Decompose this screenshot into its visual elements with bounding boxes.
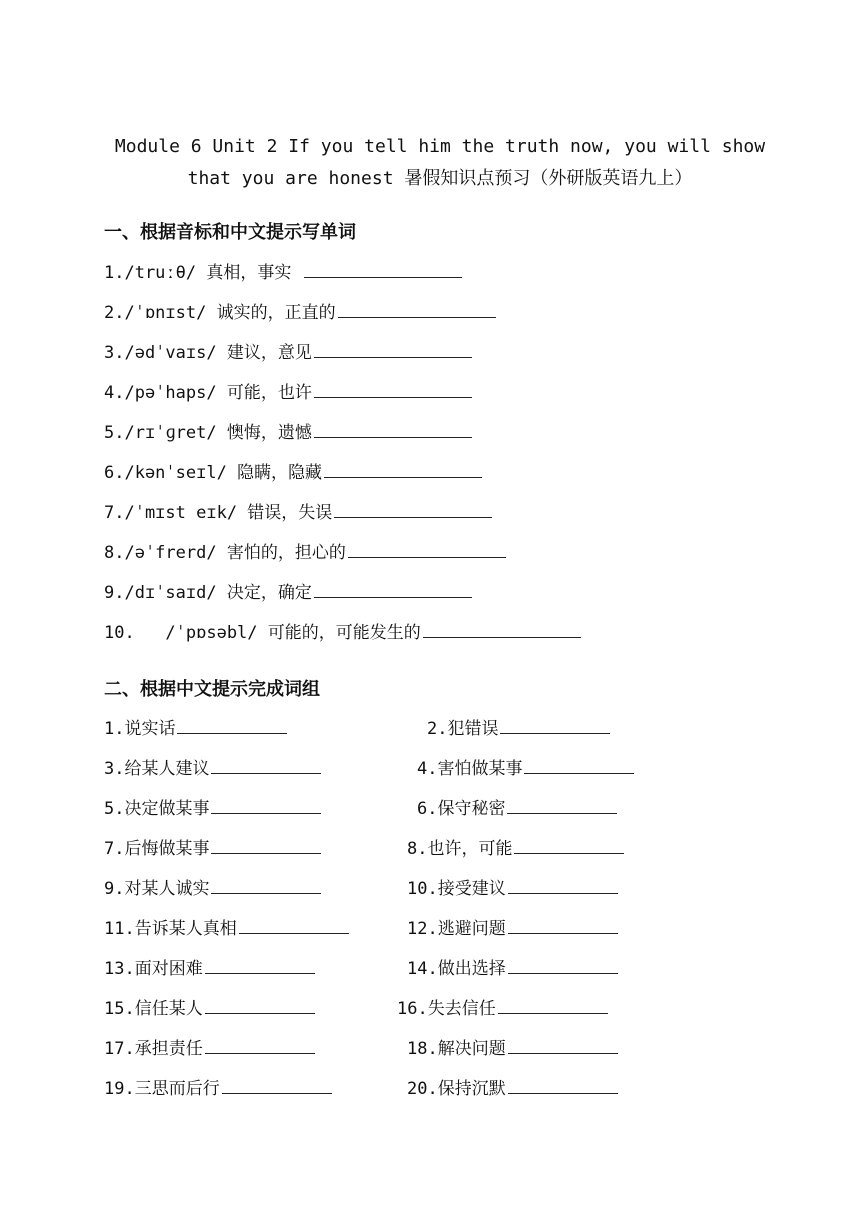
- answer-blank[interactable]: [508, 875, 618, 894]
- vocab-item-text: 8./əˈfrerd/ 害怕的，担心的: [104, 543, 346, 563]
- phrase-text: 10.接受建议: [407, 879, 506, 899]
- phrase-item-17: [104, 1035, 315, 1059]
- section1-heading: 一、根据音标和中文提示写单词: [104, 222, 356, 243]
- phrase-item-13: [104, 955, 315, 979]
- phrase-text: 9.对某人诚实: [104, 879, 210, 899]
- vocab-item-6: [104, 459, 482, 483]
- phrase-item-1: [104, 715, 287, 739]
- answer-blank[interactable]: [205, 1035, 315, 1054]
- vocab-item-text: 2./ˈɒnɪst/ 诚实的，正直的: [104, 303, 336, 323]
- answer-blank[interactable]: [423, 619, 581, 638]
- phrase-item-3: [104, 755, 321, 779]
- answer-blank[interactable]: [239, 915, 349, 934]
- phrase-text: 11.告诉某人真相: [104, 919, 237, 939]
- vocab-item-text: 7./ˈmɪst eɪk/ 错误，失误: [104, 503, 333, 523]
- phrase-item-14: [407, 955, 618, 979]
- phrase-item-20: [407, 1075, 618, 1099]
- phrase-item-16: [397, 995, 608, 1019]
- vocab-item-5: [104, 419, 472, 443]
- phrase-text: 20.保持沉默: [407, 1079, 506, 1099]
- answer-blank[interactable]: [514, 835, 624, 854]
- vocab-item-7: [104, 499, 492, 523]
- phrase-text: 6.保守秘密: [417, 799, 506, 819]
- answer-blank[interactable]: [222, 1075, 332, 1094]
- answer-blank[interactable]: [314, 419, 472, 438]
- answer-blank[interactable]: [314, 579, 472, 598]
- vocab-item-2: [104, 299, 496, 323]
- phrase-text: 13.面对困难: [104, 959, 203, 979]
- phrase-item-15: [104, 995, 315, 1019]
- answer-blank[interactable]: [507, 795, 617, 814]
- answer-blank[interactable]: [211, 755, 321, 774]
- phrase-text: 14.做出选择: [407, 959, 506, 979]
- vocab-item-text: 1./truːθ/ 真相，事实: [104, 263, 302, 283]
- answer-blank[interactable]: [205, 995, 315, 1014]
- phrase-text: 5.决定做某事: [104, 799, 210, 819]
- title-line-1: Module 6 Unit 2 If you tell him the truth now, you will show: [114, 136, 766, 157]
- answer-blank[interactable]: [338, 299, 496, 318]
- answer-blank[interactable]: [508, 1035, 618, 1054]
- vocab-item-text: 6./kənˈseɪl/ 隐瞒，隐藏: [104, 463, 323, 483]
- phrase-item-5: [104, 795, 321, 819]
- answer-blank[interactable]: [324, 459, 482, 478]
- phrase-item-11: [104, 915, 349, 939]
- answer-blank[interactable]: [314, 339, 472, 358]
- answer-blank[interactable]: [211, 835, 321, 854]
- answer-blank[interactable]: [211, 875, 321, 894]
- vocab-item-text: 3./ədˈvaɪs/ 建议，意见: [104, 343, 312, 363]
- answer-blank[interactable]: [500, 715, 610, 734]
- phrase-item-6: [417, 795, 617, 819]
- phrase-item-4: [417, 755, 634, 779]
- phrase-item-19: [104, 1075, 332, 1099]
- phrase-text: 17.承担责任: [104, 1039, 203, 1059]
- vocab-item-text: 4./pəˈhaps/ 可能，也许: [104, 383, 312, 403]
- phrase-text: 12.逃避问题: [407, 919, 506, 939]
- phrase-text: 2.犯错误: [427, 719, 499, 739]
- vocab-item-4: [104, 379, 472, 403]
- phrase-text: 3.给某人建议: [104, 759, 210, 779]
- answer-blank[interactable]: [304, 259, 462, 278]
- vocab-item-text: 9./dɪˈsaɪd/ 决定，确定: [104, 583, 312, 603]
- answer-blank[interactable]: [508, 1075, 618, 1094]
- phrase-text: 1.说实话: [104, 719, 176, 739]
- answer-blank[interactable]: [524, 755, 634, 774]
- phrase-text: 19.三思而后行: [104, 1079, 220, 1099]
- document-title: [40, 131, 840, 195]
- vocab-item-10: [104, 619, 581, 643]
- phrase-text: 15.信任某人: [104, 999, 203, 1019]
- answer-blank[interactable]: [348, 539, 506, 558]
- vocab-item-8: [104, 539, 506, 563]
- phrase-item-9: [104, 875, 321, 899]
- vocab-item-3: [104, 339, 472, 363]
- answer-blank[interactable]: [177, 715, 287, 734]
- phrase-text: 4.害怕做某事: [417, 759, 523, 779]
- vocab-item-text: 5./rɪˈɡret/ 懊悔，遗憾: [104, 423, 312, 443]
- answer-blank[interactable]: [211, 795, 321, 814]
- phrase-item-18: [407, 1035, 618, 1059]
- phrase-item-8: [407, 835, 624, 859]
- section2-heading: 二、根据中文提示完成词组: [104, 679, 320, 700]
- phrase-item-12: [407, 915, 618, 939]
- phrase-text: 7.后悔做某事: [104, 839, 210, 859]
- phrase-text: 8.也许，可能: [407, 839, 513, 859]
- answer-blank[interactable]: [508, 955, 618, 974]
- phrase-text: 18.解决问题: [407, 1039, 506, 1059]
- answer-blank[interactable]: [508, 915, 618, 934]
- phrase-item-2: [427, 715, 610, 739]
- answer-blank[interactable]: [334, 499, 492, 518]
- phrase-item-7: [104, 835, 321, 859]
- vocab-item-9: [104, 579, 472, 603]
- phrase-item-10: [407, 875, 618, 899]
- vocab-item-1: [104, 259, 462, 283]
- vocab-item-text: 10. /ˈpɒsəbl/ 可能的，可能发生的: [104, 623, 421, 643]
- answer-blank[interactable]: [498, 995, 608, 1014]
- phrase-text: 16.失去信任: [397, 999, 496, 1019]
- answer-blank[interactable]: [314, 379, 472, 398]
- answer-blank[interactable]: [205, 955, 315, 974]
- title-line-2: that you are honest 暑假知识点预习（外研版英语九上）: [187, 168, 693, 189]
